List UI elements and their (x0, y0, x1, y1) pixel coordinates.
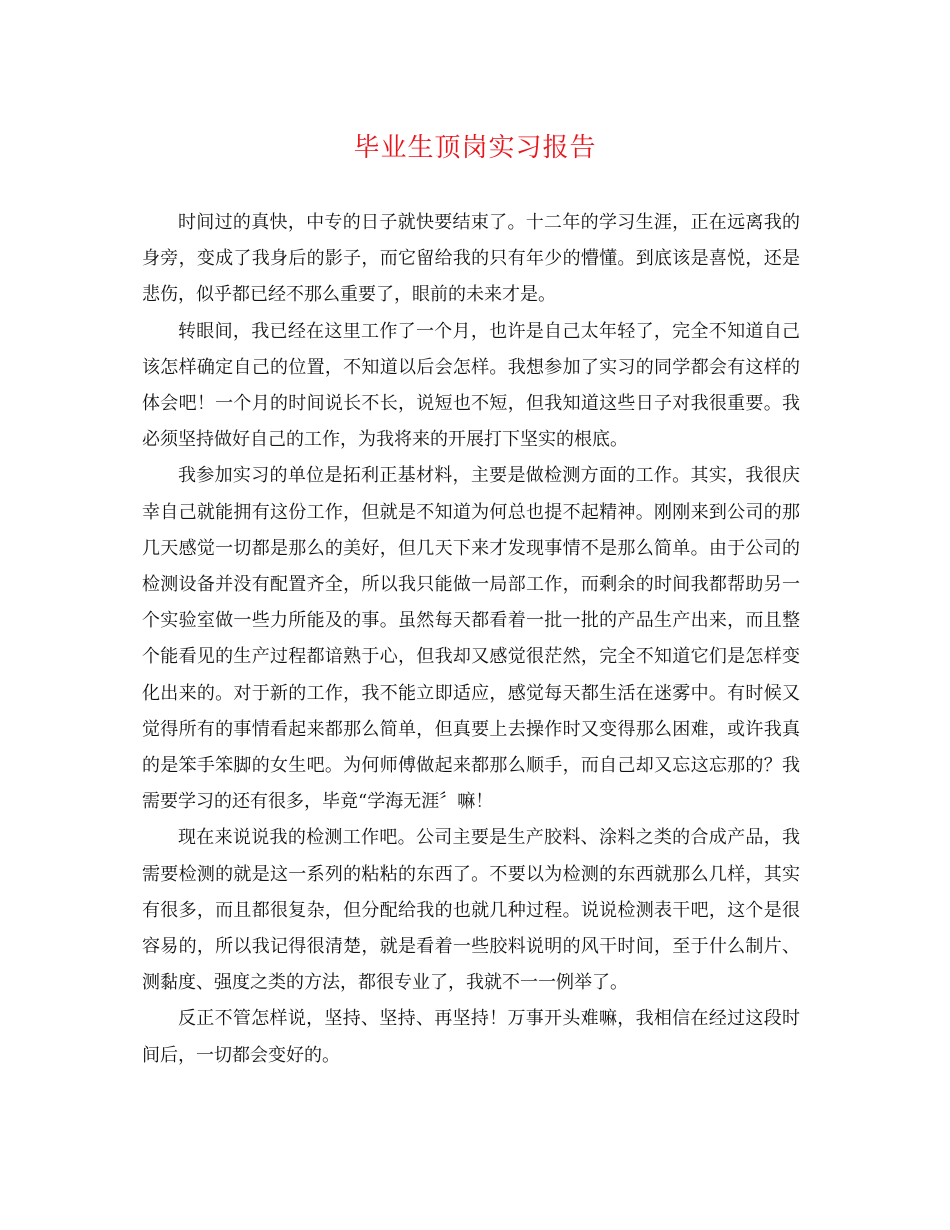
document-body (142, 205, 800, 1074)
paragraph-5: 反正不管怎样说，坚持、坚持、再坚持！万事开头难嘛，我相信在经过这段时间后，一切都会变好的。 (142, 1008, 800, 1066)
paragraph-2: 转眼间，我已经在这里工作了一个月，也许是自己太年轻了，完全不知道自己该怎样确定自己的位置，不知道以后会怎样。我想参加了实习的同学都会有这样的体会吧！一个月的时间说长不长，说短也不短，但我知道这些日子对我很重要。我必须坚持做好自己的工作，为我将来的开展打下坚实的根底。 (142, 320, 800, 451)
paragraph-4: 现在来说说我的检测工作吧。公司主要是生产胶料、涂料之类的合成产品，我需要检测的就是这一系列的粘粘的东西了。不要以为检测的东西就那么几样，其实有很多，而且都很复杂，但分配给我的也就几种过程。说说检测表干吧，这个是很容易的，所以我记得很清楚，就是看着一些胶料说明的风干时间，至于什么制片、测黏度、强度之类的方法，都很专业了，我就不一一例举了。 (142, 827, 800, 994)
document-title: 毕业生顶岗实习报告 (353, 133, 597, 163)
paragraph-3: 我参加实习的单位是拓利正基材料，主要是做检测方面的工作。其实，我很庆幸自己就能拥有这份工作，但就是不知道为何总也提不起精神。刚刚来到公司的那几天感觉一切都是那么的美好，但几天下来才发现事情不是那么简单。由于公司的检测设备并没有配置齐全，所以我只能做一局部工作，而剩余的时间我都帮助另一个实验室做一些力所能及的事。虽然每天都看着一批一批的产品生产出来，而且整个能看见的生产过程都谙熟于心，但我却又感觉很茫然，完全不知道它们是怎样变化出来的。对于新的工作，我不能立即适应，感觉每天都生活在迷雾中。有时候又觉得所有的事情看起来都那么简单，但真要上去操作时又变得那么困难，或许我真的是笨手笨脚的女生吧。为何师傅做起来都那么顺手，而自己却又忘这忘那的？我需要学习的还有很多，毕竟“学海无涯〞嘛！ (142, 465, 800, 813)
paragraph-1: 时间过的真快，中专的日子就快要结束了。十二年的学习生涯，正在远离我的身旁，变成了我身后的影子，而它留给我的只有年少的懵懂。到底该是喜悦，还是悲伤，似乎都已经不那么重要了，眼前的未来才是。 (142, 212, 800, 306)
